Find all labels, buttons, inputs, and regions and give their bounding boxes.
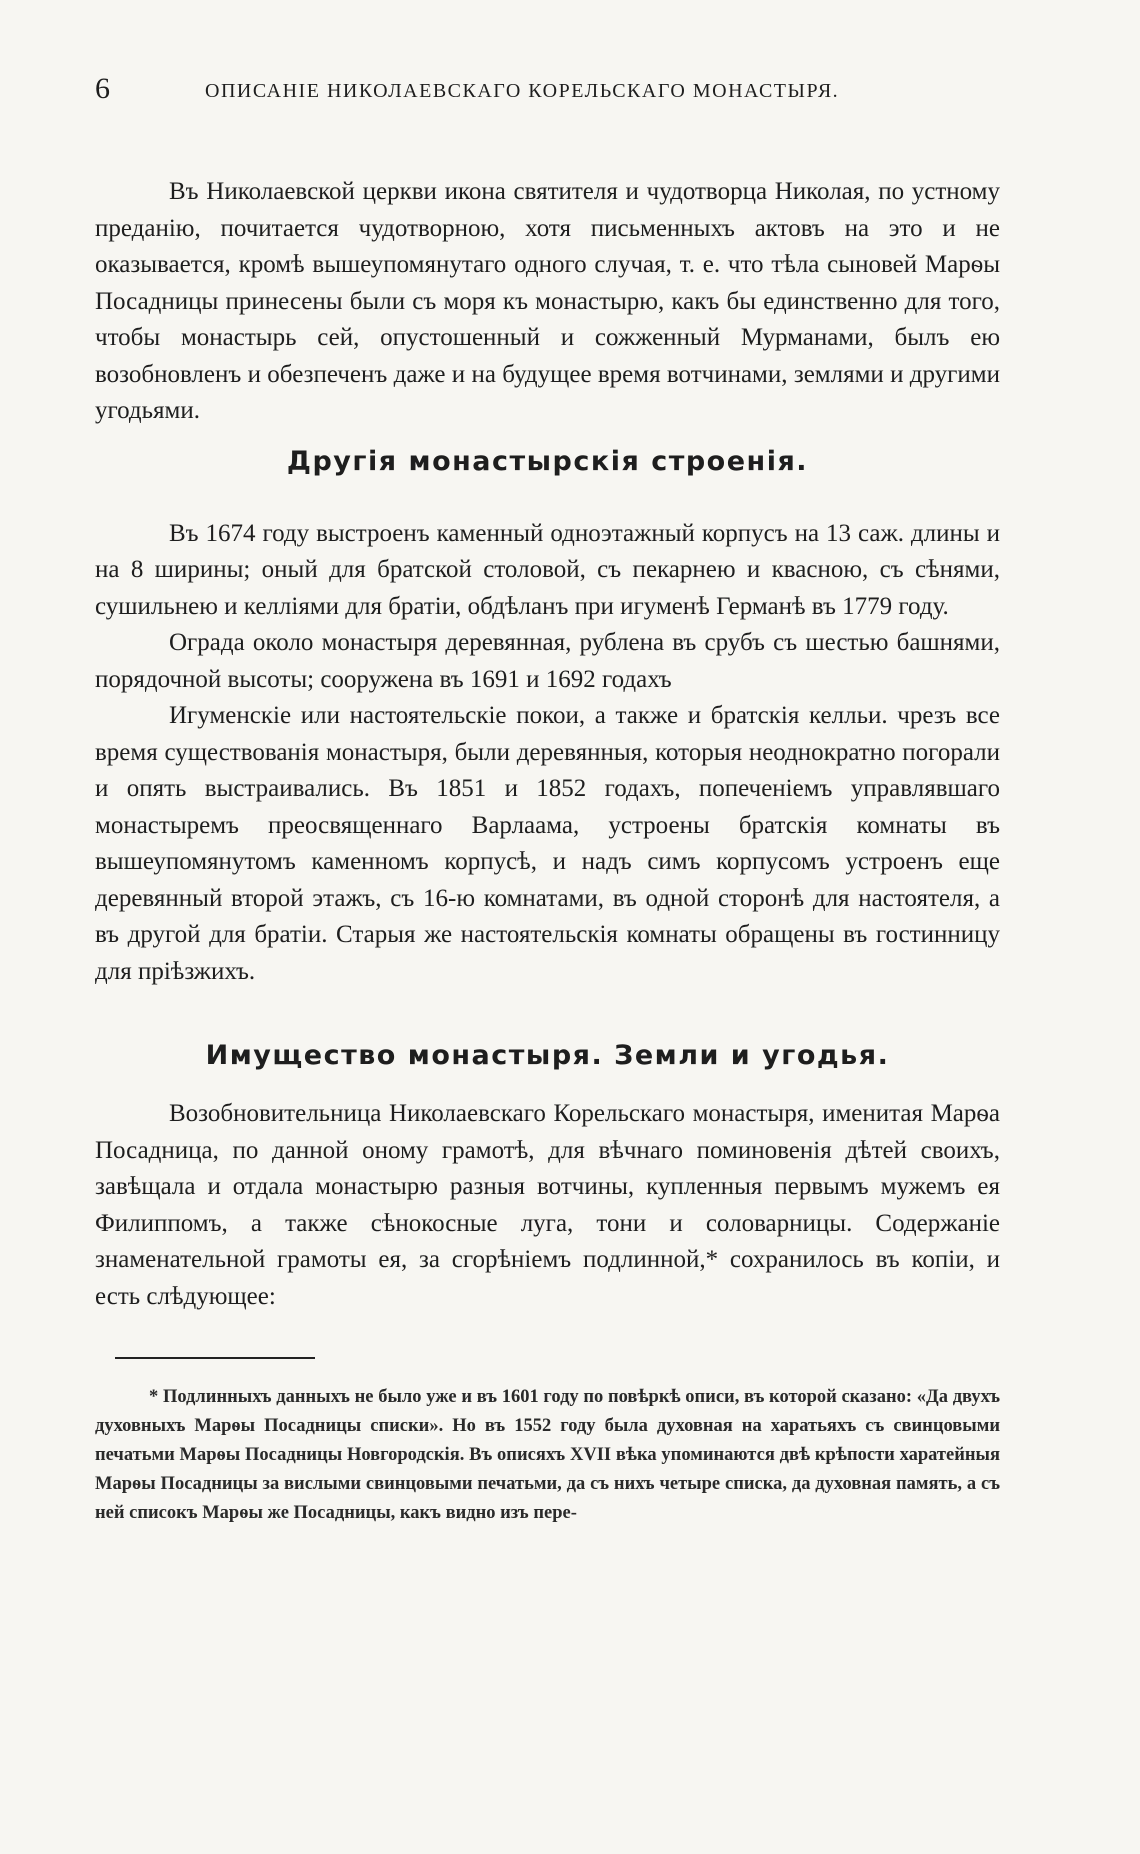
paragraph-icon-tradition: Въ Николаевской церкви икона святителя и чудотворца Николая, по устному преданію, почитается чудотворною, хотя письменныхъ актовъ на это и не оказывается, кромѣ вышеупомянутаго одного случая, т. е. что тѣла сыновей Марѳы Посадницы принесены были съ моря къ монастырю, какъ бы единственно для того, чтобы монастырь сей, опустошенный и сожженный Мурманами, былъ ею возобновленъ и обезпеченъ даже и на будущее время вотчинами, землями и другими угодьями. (95, 178, 1000, 424)
footnote-divider (115, 1357, 315, 1359)
running-head (95, 70, 1000, 110)
page-number: 6 (95, 72, 111, 105)
paragraph-marfa-charter: Возобновительница Николаевскаго Корельскаго монастыря, именитая Марѳа Посадница, по данной оному грамотѣ, для вѣчнаго поминовенія дѣтей своихъ, завѣщала и отдала монастырю разныя вотчины, купленныя первымъ мужемъ ея Филиппомъ, а также сѣнокосные луга, тони и соловарницы. Содержаніе знаменательной грамоты ея, за сгорѣніемъ подлинной,* сохранилось въ копіи, и есть слѣдующее: (95, 1100, 1000, 1310)
section-heading-buildings: Другія монастырскія строенія. (286, 445, 809, 477)
paragraph-fence: Ограда около монастыря деревянная, рублена въ срубъ съ шестью башнями, порядочной высоты; сооружена въ 1691 и 1692 годахъ (95, 629, 1000, 693)
paragraph-stone-building: Въ 1674 году выстроенъ каменный одноэтажный корпусъ на 13 саж. длины и на 8 ширины; оный для братской столовой, съ пекарнею и квасною, съ сѣнями, сушильнею и келліями для братіи, обдѣланъ при игуменѣ Германѣ въ 1779 году. (95, 519, 1000, 620)
running-title: ОПИСАНІЕ НИКОЛАЕВСКАГО КОРЕЛЬСКАГО МОНАСТЫРЯ. (205, 80, 840, 102)
footnote: * Подлинныхъ данныхъ не было уже и въ 1601 году по повѣркѣ описи, въ которой сказано: «Да двухъ духовныхъ Марѳы Посадницы списки». Но въ 1552 году была духовная на харатьяхъ съ свинцовыми печатьми Марѳы Посадницы Новгородскія. Въ описяхъ XVII вѣка упоминаются двѣ крѣпости харатейныя Марѳы Посадницы за вислыми свинцовыми печатьми, да съ нихъ четыре списка, да духовная память, а съ ней списокъ Марѳы же Посадницы, какъ видно изъ пере- (95, 1387, 1000, 1523)
paragraph-cells: Игуменскіе или настоятельскіе покои, а также и братскія келльи. чрезъ все время существованія монастыря, были деревянныя, которыя неоднократно погорали и опять выстраивались. Въ 1851 и 1852 годахъ, попеченіемъ управлявшаго монастыремъ преосвященнаго Варлаама, устроены братскія комнаты въ вышеупомянутомъ каменномъ корпусѣ, и надъ симъ корпусомъ устроенъ еще деревянный второй этажъ, съ 16-ю комнатами, въ одной сторонѣ для настоятеля, а въ другой для братіи. Старыя же настоятельскія комнаты обращены въ гостинницу для пріѣзжихъ. (95, 702, 1000, 985)
section-heading-property: Имущество монастыря. Земли и угодья. (205, 1040, 890, 1071)
